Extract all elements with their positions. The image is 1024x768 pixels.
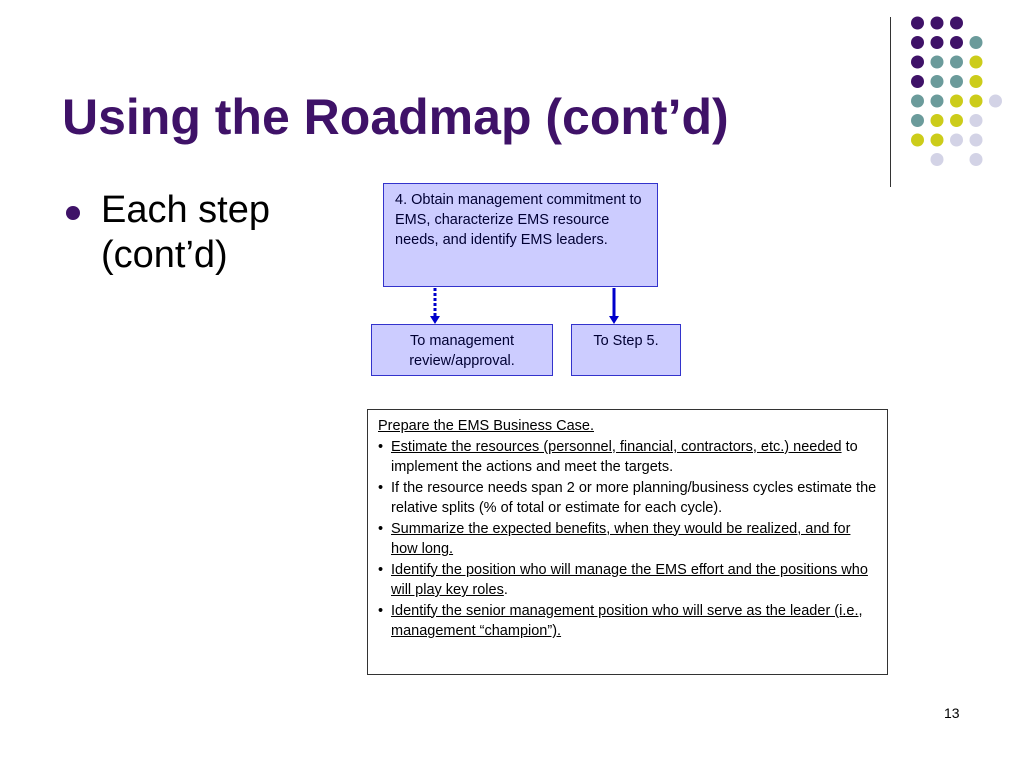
management-review-box: To management review/approval. <box>371 324 553 376</box>
bullet-icon: • <box>378 602 384 619</box>
list-item-text: If the resource needs span 2 or more planning/business cycles estimate the relative splits (% of total or estimate for each cycle). <box>391 479 877 516</box>
bullet-text: Each step (cont’d) <box>101 189 270 276</box>
list-item-underlined: Estimate the resources (personnel, financial, contractors, etc.) needed <box>391 438 842 455</box>
business-case-heading: Prepare the EMS Business Case. <box>378 418 594 434</box>
step-5-box: To Step 5. <box>571 324 681 376</box>
list-item <box>378 478 879 519</box>
list-item-underlined: Summarize the expected benefits, when they would be realized, and for how long. <box>391 520 851 557</box>
list-item-underlined: Identify the position who will manage the EMS effort and the positions who will play key roles <box>391 561 868 598</box>
list-item <box>378 519 879 560</box>
flow-arrows <box>0 0 1024 330</box>
list-item-text: to implement the actions and meet the targets. <box>391 438 858 475</box>
list-item-underlined: Identify the senior management position who will serve as the leader (i.e., management “champion”). <box>391 602 863 639</box>
list-item <box>378 437 879 478</box>
solid-arrow-head <box>609 316 619 324</box>
slide-title: Using the Roadmap (cont’d) <box>62 89 729 145</box>
list-item <box>378 601 879 642</box>
bullet-icon: • <box>378 520 384 537</box>
dotted-arrow-head <box>430 316 440 324</box>
list-item-text: . <box>503 582 508 598</box>
step-4-box: 4. Obtain management commitment to EMS, characterize EMS resource needs, and identify EMS leaders. <box>383 183 658 287</box>
business-case-box <box>367 409 888 675</box>
bullet-icon: • <box>378 561 384 578</box>
list-item <box>378 560 879 601</box>
bullet-icon: • <box>378 438 384 455</box>
bullet-icon: • <box>378 479 384 496</box>
page-number: 13 <box>944 705 960 721</box>
